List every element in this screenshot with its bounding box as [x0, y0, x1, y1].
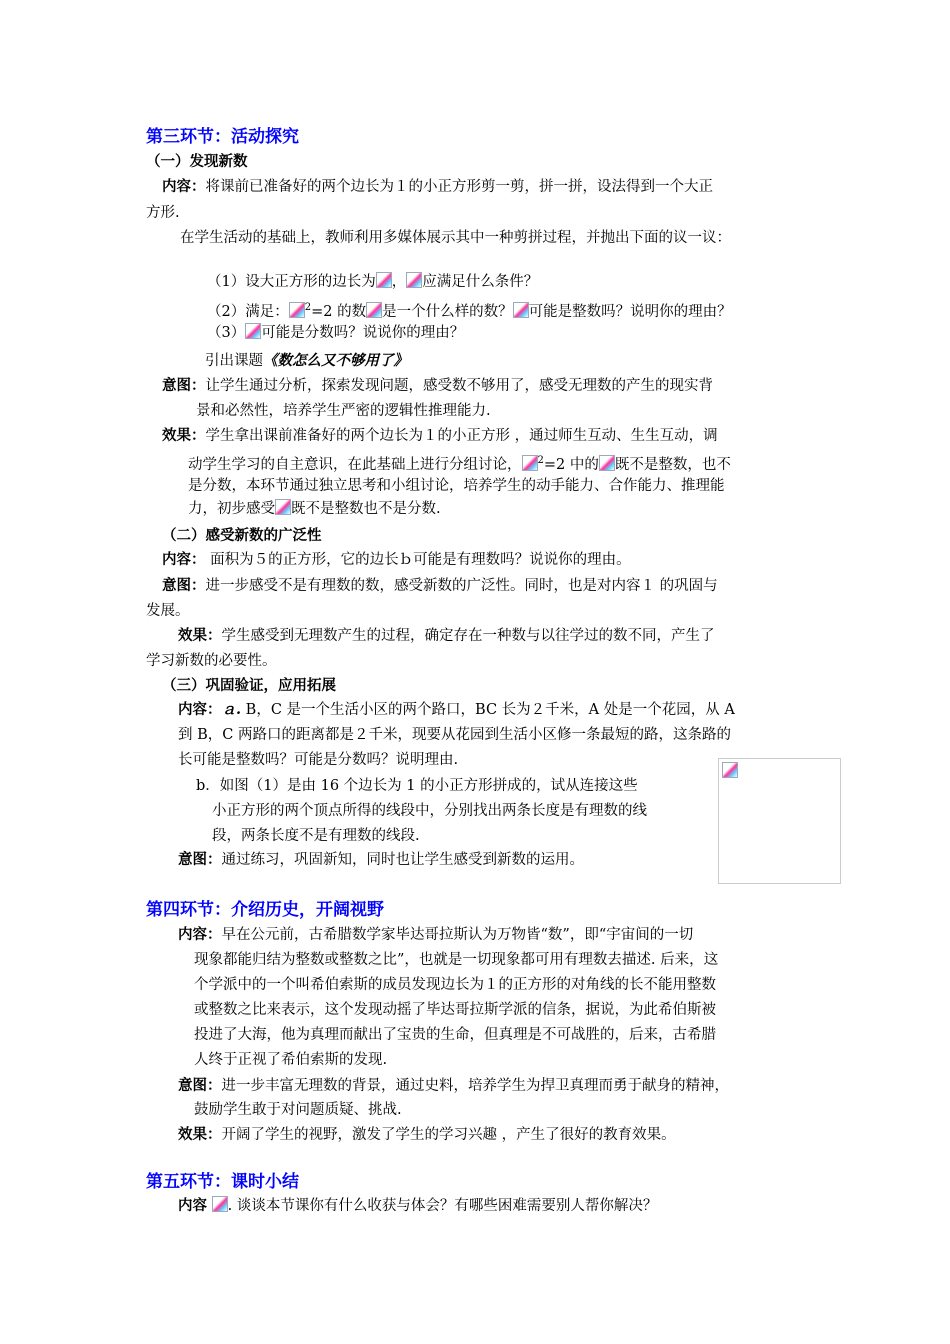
p3-item-a-line-3: 长可能是整数吗？可能是分数吗？说明理由. [178, 752, 459, 768]
intent-label: 意图： [178, 852, 222, 868]
effect-l2-c: 既不是整数，也不 [614, 457, 731, 473]
formula-image-icon [513, 302, 529, 318]
effect-l4-b: 既不是整数也不是分数. [291, 501, 441, 517]
p3-content-line [178, 699, 735, 721]
s4-content-text: 早在公元前，古希腊数学家毕达哥拉斯认为万物皆“数”，即“宇宙间的一切 [221, 927, 694, 943]
figure-image-icon [722, 762, 738, 778]
formula-image-icon [599, 455, 615, 471]
item-a-mark: ａ. [221, 701, 242, 718]
q2-text-d: 可能是整数吗？说明你的理由？ [528, 304, 732, 320]
p2-effect-line [178, 625, 715, 647]
p1-effect-line-3: 是分数，本环节通过独立思考和小组讨论，培养学生的动手能力、合作能力、推理能 [188, 478, 725, 494]
p2-intent-line [162, 575, 718, 597]
s4-effect-text: 开阔了学生的视野，激发了学生的学习兴趣 ，产生了很好的教育效果。 [221, 1127, 676, 1143]
s5-content-text: . 谈谈本节课你有什么收获与体会？有哪些困难需要别人帮你解决？ [227, 1198, 658, 1214]
formula-image-icon [289, 302, 305, 318]
item-a-text: B，C 是一个生活小区的两个路口，BC 长为２千米，A 处是一个花园，从 A [241, 702, 735, 718]
topic-line [205, 350, 408, 372]
section-3-title: 第三环节：活动探究 [146, 127, 299, 147]
part-3-heading: （三）巩固验证，应用拓展 [162, 678, 336, 694]
s4-content-line-5: 投进了大海，他为真理而献出了宝贵的生命，但真理是不可战胜的，后来，古希腊 [194, 1027, 716, 1043]
s4-content-line-3: 个学派中的一个叫希伯索斯的成员发现边长为１的正方形的对角线的长不能用整数 [194, 977, 716, 993]
p2-effect-text: 学生感受到无理数产生的过程，确定存在一种数与以往学过的数不同，产生了 [221, 628, 715, 644]
p3-item-a-line-2: 到 B，C 两路口的距离都是２千米，现要从花园到生活小区修一条最短的路，这条路的 [178, 727, 731, 743]
part-1-heading: （一）发现新数 [146, 154, 248, 170]
q2-text-c: 是一个什么样的数？ [382, 304, 513, 320]
p1-content-line [162, 176, 713, 198]
figure-1-image [718, 758, 841, 884]
effect-superscript: 2 [537, 455, 544, 466]
question-2 [207, 297, 732, 323]
question-1 [207, 271, 538, 293]
content-label: 内容 [178, 1198, 207, 1214]
q3-text-a: （3） [207, 325, 246, 341]
p1-intro: 在学生活动的基础上，教师利用多媒体展示其中一种剪拼过程，并抛出下面的议一议： [180, 230, 731, 246]
s4-content-line [178, 924, 693, 946]
section-4-title: 第四环节：介绍历史，开阔视野 [146, 900, 384, 920]
intent-label: 意图： [162, 378, 206, 394]
s4-effect-line [178, 1124, 676, 1146]
formula-image-icon [366, 302, 382, 318]
q3-text-b: 可能是分数吗？说说你的理由？ [261, 325, 465, 341]
s5-content-line [178, 1195, 657, 1217]
q2-text-a: （2）满足： [207, 304, 289, 320]
content-label: 内容： [162, 552, 206, 568]
formula-image-icon [522, 455, 538, 471]
topic-prefix: 引出课题 [205, 353, 263, 369]
p1-effect-text: 学生拿出课前准备好的两个边长为１的小正方形 ，通过师生互动、生生互动，调 [205, 428, 718, 444]
intent-label: 意图： [178, 1078, 222, 1094]
section-5-title: 第五环节：课时小结 [146, 1172, 299, 1192]
s4-content-line-4: 或整数之比来表示，这个发现动摇了毕达哥拉斯学派的信条，据说，为此希伯斯被 [194, 1002, 716, 1018]
p3-item-b-line-3: 段，两条长度不是有理数的线段. [212, 828, 420, 844]
effect-l4-a: 力，初步感受 [188, 501, 275, 517]
effect-l2-b: =2 中的 [543, 457, 599, 473]
formula-image-icon [376, 272, 392, 288]
content-label: 内容： [162, 179, 206, 195]
p1-intent-line [162, 375, 713, 397]
q2-superscript: 2 [304, 302, 312, 313]
formula-image-icon [275, 499, 291, 515]
effect-label: 效果： [162, 428, 206, 444]
p3-item-b-line-1: b．如图（1）是由 16 个边长为 1 的小正方形拼成的，试从连接这些 [196, 778, 638, 794]
question-3 [207, 322, 464, 344]
p3-intent-line [178, 849, 584, 871]
p2-effect-line-2: 学习新数的必要性。 [146, 653, 277, 669]
p3-item-b-line-2: 小正方形的两个顶点所得的线段中，分别找出两条长度是有理数的线 [212, 803, 647, 819]
p1-effect-line-4 [188, 498, 441, 520]
p2-content-text: 面积为５的正方形，它的边长ｂ可能是有理数吗？说说你的理由。 [205, 552, 631, 568]
p2-intent-text: 进一步感受不是有理数的数，感受新数的广泛性。同时，也是对内容１ 的巩固与 [205, 578, 718, 594]
p1-effect-line [162, 425, 718, 447]
p1-effect-line-2 [188, 450, 731, 476]
p3-intent-text: 通过练习，巩固新知，同时也让学生感受到新数的运用。 [221, 852, 584, 868]
p1-content-text: 将课前已准备好的两个边长为１的小正方形剪一剪，拼一拼，设法得到一个大正 [205, 179, 713, 195]
content-label: 内容： [178, 927, 222, 943]
p1-intent-text: 让学生通过分析，探索发现问题，感受数不够用了，感受无理数的产生的现实背 [205, 378, 713, 394]
part-2-heading: （二）感受新数的广泛性 [162, 528, 322, 544]
formula-image-icon [245, 323, 261, 339]
formula-image-icon [406, 272, 422, 288]
s4-intent-text: 进一步丰富无理数的背景，通过史料，培养学生为捍卫真理而勇于献身的精神， [221, 1078, 729, 1094]
effect-label: 效果： [178, 1127, 222, 1143]
p2-content-line [162, 549, 631, 571]
q1-text-c: 应满足什么条件？ [422, 274, 539, 290]
p1-content-line-2: 方形. [146, 205, 180, 221]
s4-intent-line-2: 鼓励学生敢于对问题质疑、挑战. [194, 1102, 402, 1118]
content-label: 内容： [178, 702, 222, 718]
formula-image-icon [212, 1196, 228, 1212]
lesson-title: 《数怎么又不够用了》 [263, 352, 408, 369]
s4-content-line-6: 人终于正视了希伯索斯的发现. [194, 1052, 388, 1068]
q2-text-b: =2 的数 [311, 304, 367, 320]
intent-label: 意图： [162, 578, 206, 594]
effect-label: 效果： [178, 628, 222, 644]
effect-l2-a: 动学生学习的自主意识，在此基础上进行分组讨论， [188, 457, 522, 473]
s4-intent-line [178, 1075, 729, 1097]
q1-text-a: （1）设大正方形的边长为 [207, 274, 376, 290]
q1-text-b: ， [391, 274, 407, 290]
p1-intent-line-2: 景和必然性，培养学生严密的逻辑性推理能力. [196, 403, 491, 419]
s4-content-line-2: 现象都能归结为整数或整数之比”，也就是一切现象都可用有理数去描述. 后来，这 [194, 952, 719, 968]
p2-intent-line-2: 发展。 [146, 603, 190, 619]
